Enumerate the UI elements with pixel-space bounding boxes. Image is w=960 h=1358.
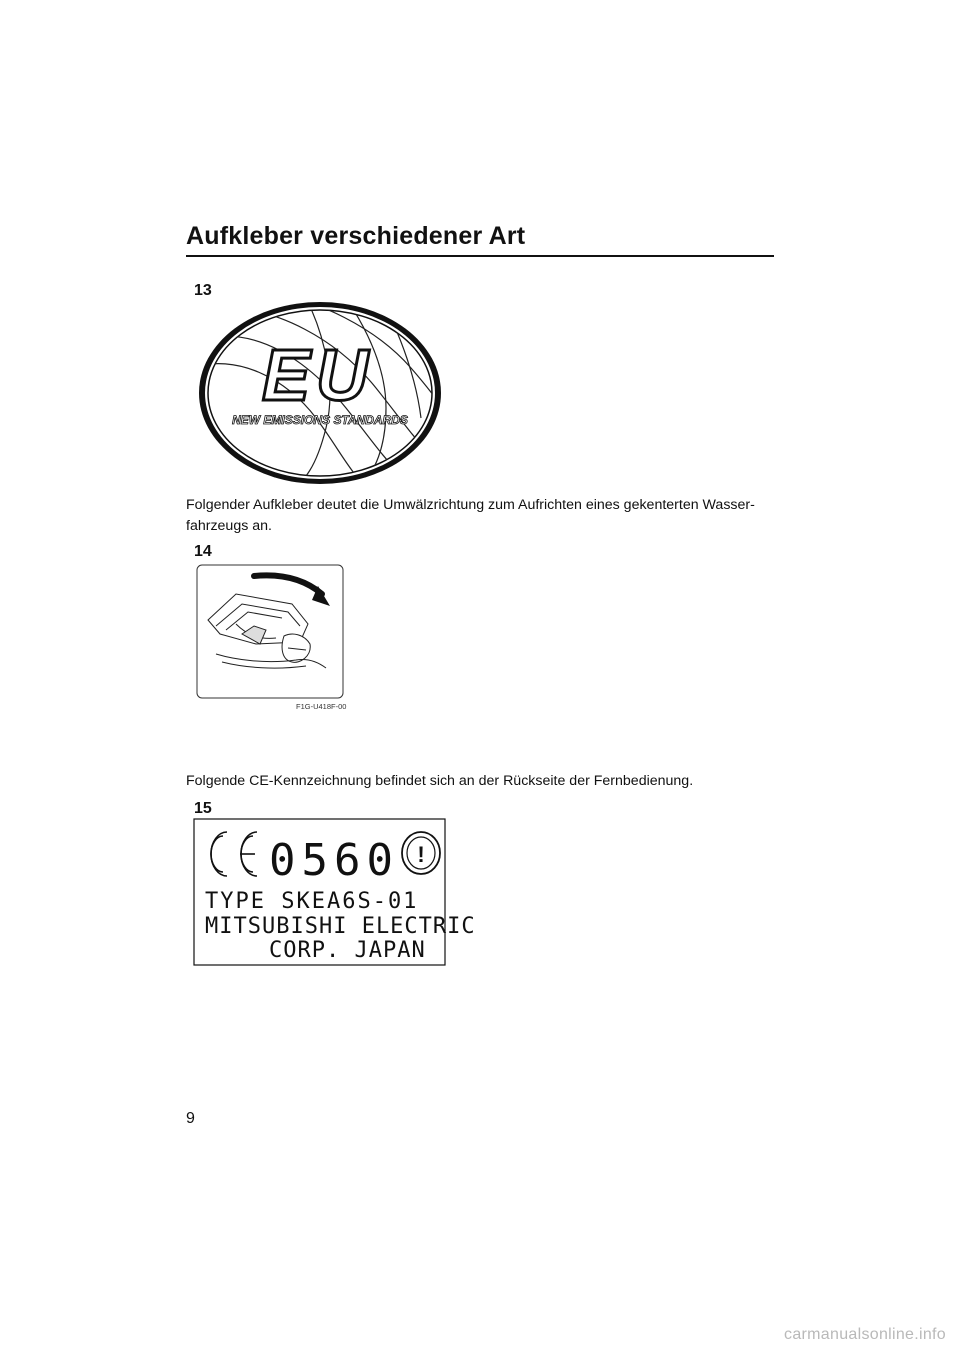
- page-title: Aufkleber verschiedener Art: [186, 222, 526, 250]
- eu-logo-text: EU: [261, 336, 375, 416]
- ce-label-origin-line: CORP. JAPAN: [269, 938, 426, 963]
- paragraph-ce-marking: Folgende CE-Kennzeichnung befindet sich an der Rückseite der Fernbedienung.: [186, 773, 694, 789]
- rollover-direction-sticker: [196, 564, 346, 700]
- ce-label-type-line: TYPE SKEA6S-01: [205, 889, 419, 914]
- watermark: carmanualsonline.info: [784, 1326, 946, 1343]
- ce-label-manufacturer-line: MITSUBISHI ELECTRIC: [205, 914, 476, 939]
- figure-14-label: 14: [194, 543, 212, 560]
- eu-logo-letters: [262, 336, 374, 416]
- eu-emissions-sticker: [196, 298, 444, 488]
- page-number: 9: [186, 1110, 195, 1127]
- ce-marking-label: [193, 818, 476, 968]
- title-rule: [186, 255, 774, 257]
- paragraph-rollover-direction: Folgender Aufkleber deutet die Umwälzrichtung zum Aufrichten eines gekenterten Wasserfahrzeugs an.: [186, 497, 755, 534]
- figure-15-label: 15: [194, 800, 212, 817]
- alert-symbol-glyph: !: [417, 842, 425, 867]
- figure-14-code-text: F1G-U418F-00: [296, 702, 347, 711]
- ce-notified-body-number: 0560: [269, 835, 399, 886]
- eu-logo-subtitle: NEW EMISSIONS STANDARDS: [232, 413, 408, 427]
- figure-14-code: [296, 700, 366, 712]
- figure-13-label: 13: [194, 282, 212, 299]
- alert-symbol-icon: [402, 832, 440, 874]
